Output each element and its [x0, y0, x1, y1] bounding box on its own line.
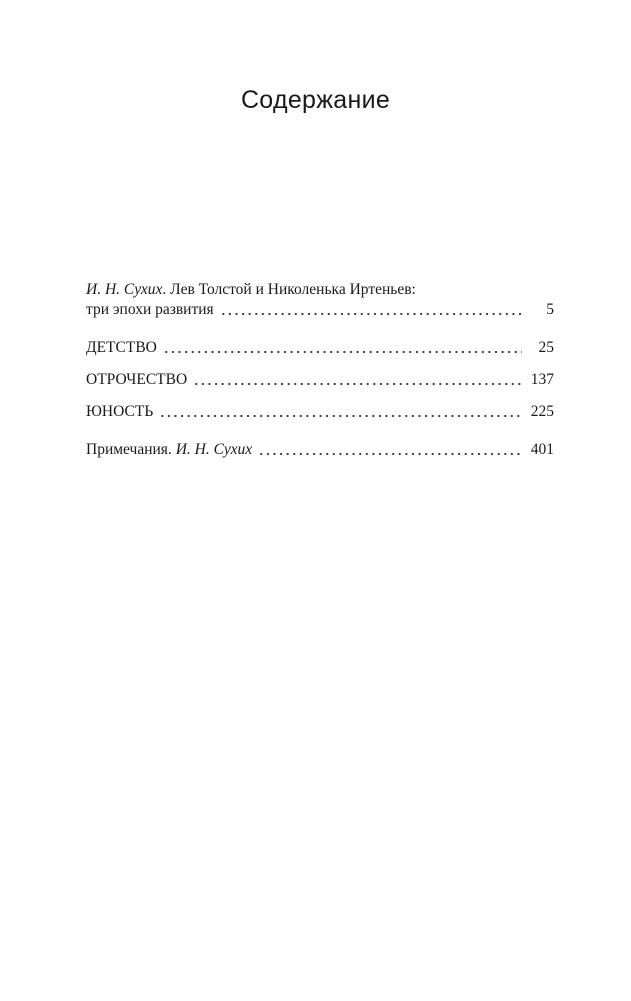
page-title: Содержание: [240, 86, 391, 114]
page-number: 137: [530, 371, 554, 388]
dot-leader: [193, 370, 522, 390]
notes-label: Примечания.: [86, 441, 176, 458]
entry-title-part: Лев Толстой и Николенька Иртеньев:: [170, 281, 416, 298]
page-number: 5: [546, 301, 554, 318]
entry-title: ДЕТСТВО: [86, 339, 157, 356]
entry-title: ЮНОСТЬ: [86, 403, 154, 420]
page-number: 401: [530, 441, 554, 458]
dot-leader: [159, 402, 522, 422]
toc-entry-notes[interactable]: [86, 440, 554, 460]
entry-title: три эпохи развития: [86, 301, 214, 318]
entry-author: И. Н. Сухих: [86, 281, 163, 298]
dot-leader: [220, 300, 522, 320]
toc-entry-introduction[interactable]: [86, 280, 554, 320]
toc-entry-youth[interactable]: [86, 402, 554, 422]
toc-entry-boyhood[interactable]: [86, 370, 554, 390]
entry-title: [86, 440, 258, 460]
toc-entry-childhood[interactable]: [86, 338, 554, 358]
dot-leader: [258, 440, 522, 460]
table-of-contents: [86, 280, 554, 460]
entry-title: ОТРОЧЕСТВО: [86, 371, 188, 388]
page-number: 225: [530, 403, 554, 420]
entry-author: И. Н. Сухих: [175, 441, 253, 458]
separator: .: [162, 281, 171, 298]
page-number: 25: [538, 339, 554, 356]
dot-leader: [163, 338, 522, 358]
entry-first-line: [86, 280, 554, 300]
